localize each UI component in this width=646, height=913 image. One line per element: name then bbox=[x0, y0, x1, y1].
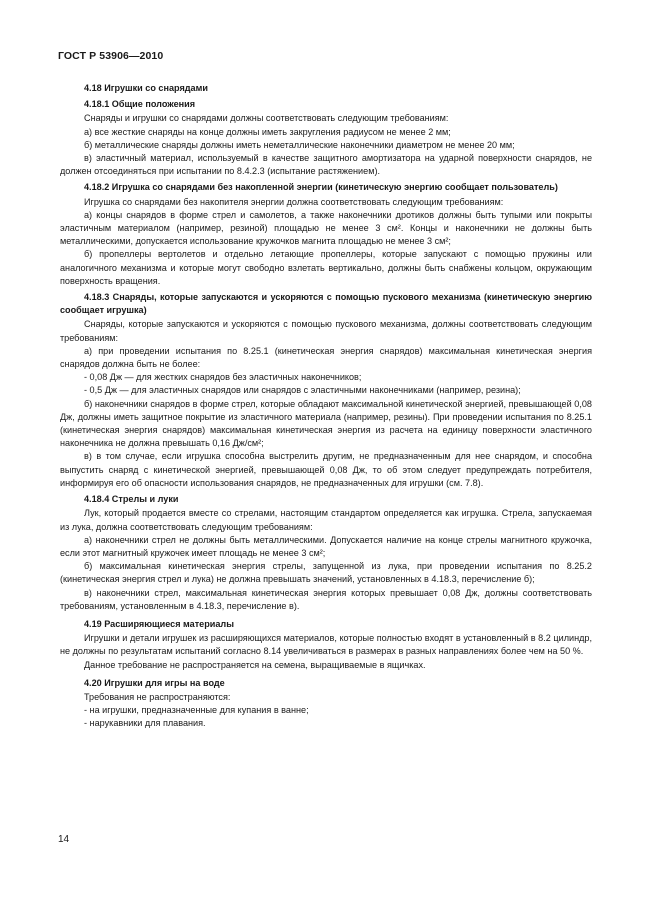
section-heading: 4.18.1 Общие положения bbox=[84, 99, 196, 110]
section-heading: 4.20 Игрушки для игры на воде bbox=[84, 677, 225, 688]
paragraph: а) наконечники стрел не должны быть металлическими. Допускается наличие на конце стрелы магнитного кружочка, если этот магнитный кружочек имеет площадь не менее 3 см²; bbox=[60, 534, 592, 558]
page-number: 14 bbox=[58, 834, 70, 845]
paragraph: Снаряды и игрушки со снарядами должны соответствовать следующим требованиям: bbox=[84, 113, 449, 124]
document-body bbox=[60, 82, 592, 731]
paragraph: а) все жесткие снаряды на конце должны иметь закругления радиусом не менее 2 мм; bbox=[84, 126, 451, 137]
document-header: ГОСТ Р 53906—2010 bbox=[58, 50, 164, 62]
paragraph: Лук, который продается вместе со стрелами, настоящим стандартом определяется как игрушка. Стрела, запускаемая из лука, должна соответствовать следующим требованиям: bbox=[60, 508, 592, 532]
section-heading: 4.18 Игрушки со снарядами bbox=[84, 83, 208, 93]
paragraph: - на игрушки, предназначенные для купания в ванне; bbox=[84, 705, 309, 716]
paragraph: в) в том случае, если игрушка способна выстрелить другим, не предназначенным для нее снарядом, и способна выпустить снаряд с кинетической энергией, превышающей 0,08 Дж, то об этом следует предупреждать потребителя, информируя его об опасности использования снарядов, не предназначенных для игрушки (см. 7.8). bbox=[60, 451, 592, 488]
paragraph: а) при проведении испытания по 8.25.1 (кинетическая энергия снарядов) максимальная кинетическая энергия снарядов должна быть не более: bbox=[60, 345, 592, 370]
paragraph: Требования не распространяются: bbox=[84, 691, 231, 702]
paragraph: Снаряды, которые запускаются и ускоряются с помощью пускового механизма, должны соответствовать следующим требованиям: bbox=[60, 319, 592, 343]
paragraph: Игрушки и детали игрушек из расширяющихся материалов, которые полностью входят в установленный в 8.2 цилиндр, не должны по результатам испытаний согласно 8.14 увеличиваться в размерах в разных направлениях более чем на 50 %. bbox=[60, 633, 592, 657]
paragraph: - 0,08 Дж — для жестких снарядов без эластичных наконечников; bbox=[84, 372, 362, 383]
paragraph: Игрушка со снарядами без накопителя энергии должна соответствовать следующим требованиям: bbox=[84, 196, 504, 207]
section-heading: 4.18.3 Снаряды, которые запускаются и ускоряются с помощью пускового механизма (кинетическую энергию сообщает игрушка) bbox=[60, 292, 592, 316]
paragraph: б) наконечники снарядов в форме стрел, которые обладают максимальной кинетической энергией, превышающей 0,08 Дж, должны иметь защитное покрытие из эластичного материала (например, резины). При проведении испытания по 8.25.1 (кинетическая энергия снарядов) максимальная кинетическая энергия из расчета на единицу поверхности эластичного наконечника не должна превышать 0,16 Дж/см²; bbox=[60, 398, 592, 449]
paragraph: б) пропеллеры вертолетов и отдельно летающие пропеллеры, которые запускают с помощью пружины или аналогичного механизма и которые могут свободно взлетать вертикально, должны быть снабжены кольцом, окружающим поверхность вращения. bbox=[60, 249, 592, 286]
paragraph: б) максимальная кинетическая энергия стрелы, запущенной из лука, при проведении испытания по 8.25.2 (кинетическая энергия стрел и лука) не должна превышать значений, установленных в 4.18.3, перечисление б); bbox=[60, 561, 592, 585]
paragraph: в) эластичный материал, используемый в качестве защитного амортизатора на ударной поверхности снарядов, не должен отсоединяться при испытании по 8.4.2.3 (испытание растяжением). bbox=[60, 153, 592, 177]
section-heading: 4.18.4 Стрелы и луки bbox=[84, 494, 179, 505]
paragraph: - 0,5 Дж — для эластичных снарядов или снарядов с эластичными наконечниками (например, резина); bbox=[84, 385, 521, 396]
paragraph: б) металлические снаряды должны иметь неметаллические наконечники диаметром не менее 20 мм; bbox=[84, 139, 515, 150]
paragraph: Данное требование не распространяется на семена, выращиваемые в ящичках. bbox=[84, 659, 426, 670]
paragraph: а) концы снарядов в форме стрел и самолетов, а также наконечники дротиков должны быть тупыми или покрыты эластичным материалом (например, резиной) площадью не менее 3 см². Концы и наконечники не должны быть металлическими, допускается использование кружочков магнита площадью не менее 3 см²; bbox=[60, 209, 592, 247]
paragraph: в) наконечники стрел, максимальная кинетическая энергия которых превышает 0,08 Дж, должны соответствовать требованиям, установленным в 4.18.3, перечисление в). bbox=[60, 587, 592, 611]
section-heading: 4.18.2 Игрушка со снарядами без накопленной энергии (кинетическую энергию сообщает пользователь) bbox=[84, 182, 558, 193]
paragraph: - нарукавники для плавания. bbox=[84, 718, 206, 729]
section-heading: 4.19 Расширяющиеся материалы bbox=[84, 618, 234, 629]
